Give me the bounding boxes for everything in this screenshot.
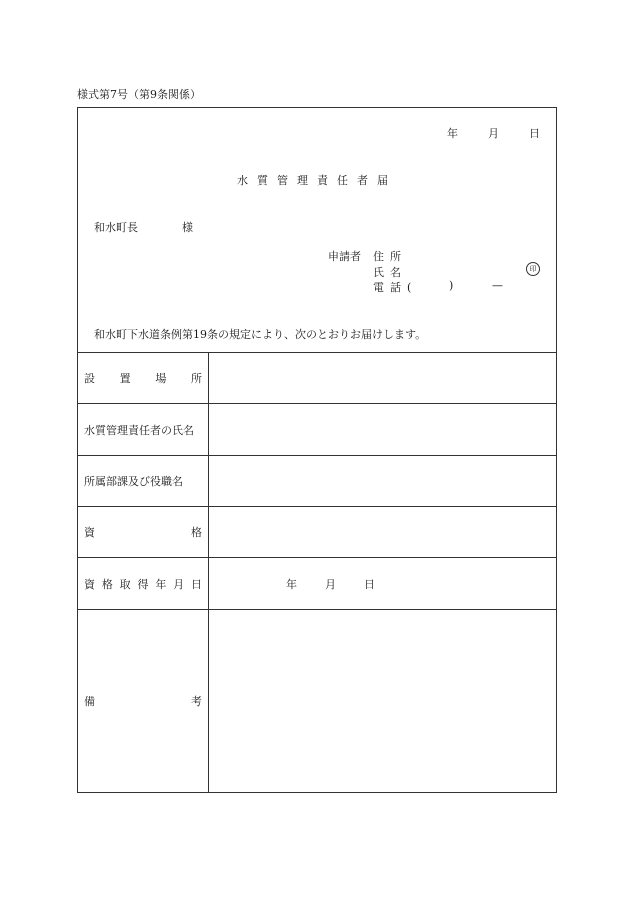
addressee [94, 219, 193, 235]
row-manager-name [78, 404, 556, 456]
form-frame [77, 107, 557, 793]
phone-paren-close-wrap [413, 279, 453, 292]
submission-date [447, 125, 540, 141]
date-year-label: 年 [447, 127, 458, 140]
acquired-day-label: 日 [364, 577, 375, 591]
label-char: 月 [173, 577, 185, 591]
label-char: 年 [155, 577, 167, 591]
applicant-name-label: 氏名 [373, 266, 407, 279]
phone-paren-close: ) [449, 279, 454, 292]
row-acquired-date-value[interactable] [209, 558, 556, 609]
row-qualification [78, 507, 556, 558]
label-char: 置 [119, 372, 131, 385]
label-char: 場 [155, 372, 167, 385]
row-remarks-label [78, 610, 209, 792]
label-char: 備 [84, 695, 95, 708]
acquired-year-label: 年 [286, 577, 297, 591]
statement-text: 和水町下水道条例第19条の規定により、次のとおりお届けします。 [94, 328, 427, 341]
form-table [78, 353, 556, 792]
row-location-label [78, 353, 209, 403]
date-month-label: 月 [488, 127, 499, 140]
row-department [78, 456, 556, 507]
row-location [78, 353, 556, 404]
row-department-value[interactable] [209, 456, 556, 506]
label-char: 得 [137, 577, 149, 591]
form-title: 水質管理責任者届 [237, 174, 397, 187]
label-char: 格 [191, 526, 202, 539]
applicant-phone-label: 電話( [373, 281, 418, 294]
row-remarks [78, 610, 556, 792]
label-char: 日 [190, 577, 202, 591]
form-header [78, 108, 556, 353]
label-char: 格 [101, 577, 113, 591]
applicant-label: 申請者 [328, 250, 361, 263]
row-qualification-label [78, 507, 209, 557]
phone-dash: — [492, 279, 503, 292]
label-char: 資 [84, 526, 95, 539]
row-manager-name-label [78, 404, 209, 455]
row-manager-name-value[interactable] [209, 404, 556, 455]
label-text: 水質管理責任者の氏名 [84, 423, 194, 437]
row-acquired-date [78, 558, 556, 610]
applicant-address-label: 住所 [373, 250, 407, 263]
label-text: 所属部課及び役職名 [84, 475, 183, 488]
row-qualification-value[interactable] [209, 507, 556, 557]
row-location-value[interactable] [209, 353, 556, 403]
addressee-name: 和水町長 [94, 221, 138, 234]
row-department-label [78, 456, 209, 506]
label-char: 所 [190, 372, 202, 385]
label-char: 設 [84, 372, 95, 385]
row-acquired-date-label [78, 558, 209, 609]
label-char: 資 [84, 577, 95, 591]
form-number-label: 様式第7号（第9条関係） [77, 88, 201, 101]
label-char: 取 [119, 577, 131, 591]
acquired-month-label: 月 [325, 577, 336, 591]
addressee-honorific: 様 [182, 221, 193, 234]
date-day-label: 日 [529, 127, 540, 140]
label-char: 考 [191, 695, 202, 708]
row-remarks-value[interactable] [209, 610, 556, 792]
seal-mark: 印 [526, 262, 540, 276]
